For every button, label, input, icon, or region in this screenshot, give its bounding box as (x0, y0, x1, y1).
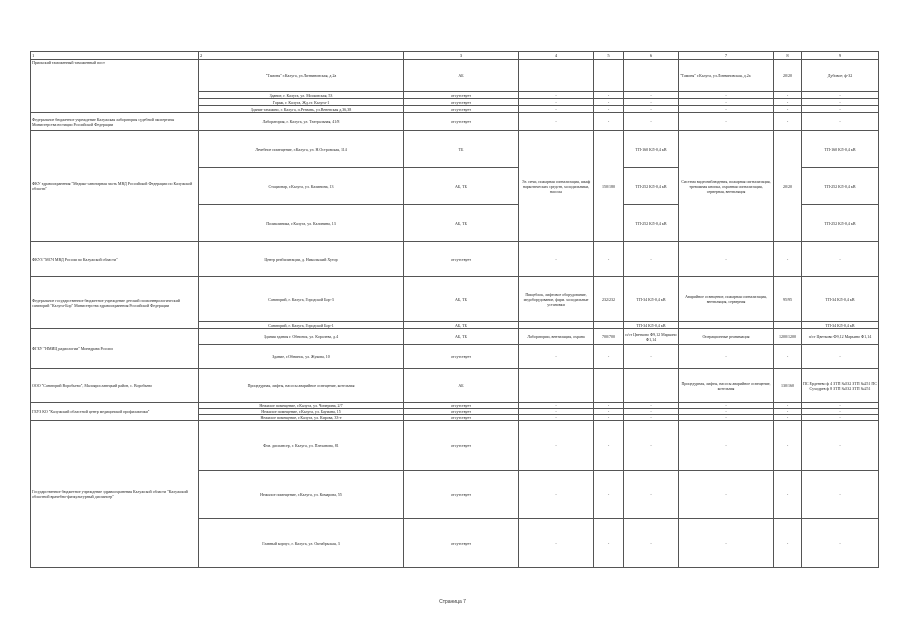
table-cell: "Тамоня" г.Калуга, ул.Литвиновская, д.2а (679, 60, 774, 92)
document-table-container (30, 51, 878, 568)
table-cell: - (519, 345, 594, 369)
header-row (31, 52, 879, 60)
column-number-9: 9 (802, 52, 879, 60)
table-cell: - (594, 106, 624, 113)
table-cell: ТП-160 КЛ-0,4 кВ (624, 131, 679, 168)
table-cell: - (774, 242, 802, 277)
table-cell: 130/160 (774, 369, 802, 403)
table-cell: - (519, 113, 594, 131)
table-cell: - (774, 519, 802, 568)
table-cell: АБ (404, 369, 519, 403)
table-cell: Физ. диспансер, г. Калуга, ул. Плеханова, 81 (199, 421, 404, 471)
table-cell: - (679, 519, 774, 568)
table-cell: Федеральное бюджетное учреждение Калужская лаборатория судебной экспертизы Министерства юстиции Российской Федерации (31, 113, 199, 131)
table-cell: - (774, 92, 802, 99)
table-cell: - (774, 403, 802, 409)
table-cell: Здания здания г. Обнинск, ул. Королева, д.4 (199, 329, 404, 345)
table-cell: "Тамоня" г.Калуга, ул.Литвиновская, д.2а (199, 60, 404, 92)
table-cell: - (519, 415, 594, 421)
table-cell: отсутствует (404, 242, 519, 277)
table-cell (624, 60, 679, 92)
table-cell: отсутствует (404, 106, 519, 113)
table-cell: - (624, 345, 679, 369)
table-cell: 95/95 (774, 277, 802, 322)
table-cell: ТП-34 КЛ-0,4 кВ (802, 277, 879, 322)
table-cell: - (802, 113, 879, 131)
table-cell: - (624, 403, 679, 409)
table-cell: ФКУЗ "МСЧ МВД России по Калужской области" (31, 242, 199, 277)
page-number: Страница 7 (439, 599, 466, 605)
table-cell: - (774, 421, 802, 471)
table-cell: Процедурная, лифты, насосы аварийное освещение, котельная (199, 369, 404, 403)
table-cell: Лаборатория, г. Калуга, ул. Театральная, 41/8 (199, 113, 404, 131)
table-cell (774, 322, 802, 329)
table-cell (519, 60, 594, 92)
table-cell: отсутствует (404, 92, 519, 99)
table-cell: п/ст Цветково Ф9,12 Марьино Ф1,14 (624, 329, 679, 345)
table-cell: Нежилое помещение, г.Калуга, ул. Комарова, 55 (199, 471, 404, 519)
table-cell: - (594, 415, 624, 421)
table-cell: Стационар, г.Калуга, ул. Калинина, 13 (199, 168, 404, 205)
table-cell: отсутствует (404, 519, 519, 568)
table-cell: - (679, 99, 774, 106)
table-cell: - (624, 409, 679, 415)
table-cell (679, 322, 774, 329)
table-cell: - (624, 106, 679, 113)
table-cell: 20/20 (774, 60, 802, 92)
table-row (31, 131, 879, 168)
table-cell: Здание, г.Обнинск, ул. Жукова, 10 (199, 345, 404, 369)
table-cell: Процедурная, лифты, насосы аварийное освещение, котельная (679, 369, 774, 403)
table-cell: Нежилое помещение, г.Калуга, ул. Кирова, 33-е (199, 415, 404, 421)
table-cell: 150/180 (594, 131, 624, 242)
table-cell: Система видеонаблюдения, пожарная сигнализация, тревожная кнопка, охранная сигнализация, серверная, вентиляция (679, 131, 774, 242)
table-cell (624, 369, 679, 403)
table-cell: отсутствует (404, 415, 519, 421)
table-cell: Федеральное государственное бюджетное учреждение детский психоневрологический санаторий "Калуга-Бор" Министерства здравоохранения Российской Федерации (31, 277, 199, 329)
table-cell: - (594, 471, 624, 519)
table-cell: - (594, 113, 624, 131)
table-cell: п/ст Цветково Ф9,12 Марьино Ф1,14 (802, 329, 879, 345)
table-row (31, 329, 879, 345)
table-cell: ПС Ерденево ф 4 ЗТП №532 ЗТП №251 ПС Суходрев ф 8 ЗТП №532 ЗТП №251 (802, 369, 879, 403)
table-cell: 20/20 (774, 131, 802, 242)
table-cell: Санаторий, г. Калуга, Городской Бор-1 (199, 322, 404, 329)
table-cell: Центр реабилитации, д. Никольский Хутор (199, 242, 404, 277)
table-cell: 232/232 (594, 277, 624, 322)
table-cell: - (679, 471, 774, 519)
table-cell: Государственное бюджетное учреждение здравоохранения Калужской области "Калужский областной врачебно-физкультурный диспансер" (31, 421, 199, 568)
table-cell: - (594, 409, 624, 415)
table-cell: ТП-160 КЛ-0,4 кВ (802, 131, 879, 168)
column-number-8: 8 (774, 52, 802, 60)
table-cell: - (679, 113, 774, 131)
column-number-5: 5 (594, 52, 624, 60)
table-cell: - (679, 421, 774, 471)
table-cell: ФГБУ "НМИЦ радиологии" Минздрава России (31, 329, 199, 369)
table-cell: - (594, 242, 624, 277)
table-cell: ТП-252 КЛ-0,4 кВ (802, 205, 879, 242)
table-cell: - (594, 519, 624, 568)
table-row (31, 60, 879, 92)
table-cell: - (519, 409, 594, 415)
table-cell: отсутствует (404, 345, 519, 369)
column-number-6: 6 (624, 52, 679, 60)
table-cell: - (802, 106, 879, 113)
table-cell: ТП-34 КЛ-0,4 кВ (802, 322, 879, 329)
table-cell: - (802, 403, 879, 409)
table-cell: Дубовое; ф-32 (802, 60, 879, 92)
table-cell: - (624, 113, 679, 131)
table-cell: Лаборатории, вентиляция, охрана (519, 329, 594, 345)
table-cell: Санаторий, г. Калуга, Городской Бор-3 (199, 277, 404, 322)
table-cell: - (802, 471, 879, 519)
table-cell: - (774, 471, 802, 519)
table-cell: Операционные реанимация (679, 329, 774, 345)
table-row (31, 277, 879, 322)
table-cell: Поликлиника, г.Калуга, ул. Калинина, 13 (199, 205, 404, 242)
table-cell: - (519, 471, 594, 519)
table-cell: ТП-252 КЛ-0,4 кВ (802, 168, 879, 205)
table-cell (594, 60, 624, 92)
table-cell: - (802, 345, 879, 369)
table-cell: отсутствует (404, 409, 519, 415)
table-cell: Аварийное освещение, пожарная сигнализация, вентиляция, серверная (679, 277, 774, 322)
table-cell: - (624, 471, 679, 519)
table-cell: ООО "Санаторий Воробьево", Малоярославецкий район, с. Воробьево (31, 369, 199, 403)
table-cell: - (774, 99, 802, 106)
column-number-7: 7 (679, 52, 774, 60)
table-cell: - (802, 92, 879, 99)
table-cell: АБ, ТБ (404, 205, 519, 242)
table-cell: - (594, 421, 624, 471)
table-cell: ТП-252 КЛ-0,4 кВ (624, 168, 679, 205)
table-cell: - (802, 242, 879, 277)
column-number-2: 2 (199, 52, 404, 60)
table-cell: - (679, 106, 774, 113)
table-cell: - (802, 409, 879, 415)
table-cell: Лечебное помещение, г.Калуга, ул. Н.Островская, 114 (199, 131, 404, 168)
table-cell: Эл. печи, пожарная сигнализация, шкаф наркотических средств, холодильники, насосы (519, 131, 594, 242)
table-cell: - (519, 403, 594, 409)
table-cell (519, 322, 594, 329)
table-cell: - (679, 345, 774, 369)
table-cell: - (519, 242, 594, 277)
table-cell: - (679, 409, 774, 415)
table-cell (594, 322, 624, 329)
table-cell: - (679, 242, 774, 277)
table-cell: АБ, ТБ (404, 322, 519, 329)
table-cell: - (594, 92, 624, 99)
table-cell: ТП-34 КЛ-0,4 кВ (624, 322, 679, 329)
table-row (31, 369, 879, 403)
table-cell: Здание, г. Калуга, ул. Московская, 53 (199, 92, 404, 99)
column-number-4: 4 (519, 52, 594, 60)
table-cell: - (802, 99, 879, 106)
table-cell: - (624, 519, 679, 568)
table-cell: отсутствует (404, 403, 519, 409)
table-cell: - (774, 415, 802, 421)
table-cell: - (802, 421, 879, 471)
table-cell: Нежилое помещение, г.Калуга, ул. Чичерина, 2/7 (199, 403, 404, 409)
table-cell: - (774, 113, 802, 131)
table-cell: Нежилое помещение, г.Калуга, ул. Баумана, 15 (199, 409, 404, 415)
table-cell: - (594, 99, 624, 106)
table-cell: ТП-252 КЛ-0,4 кВ (624, 205, 679, 242)
table-cell: отсутствует (404, 471, 519, 519)
table-cell: - (624, 415, 679, 421)
table-cell: - (802, 519, 879, 568)
table-cell: 700/700 (594, 329, 624, 345)
table-cell: - (624, 92, 679, 99)
table-cell: - (774, 106, 802, 113)
objects-table (30, 51, 879, 568)
table-cell: ТБ (404, 131, 519, 168)
table-cell: Гараж, г. Калуга, Жд.ст. Калуга-1 (199, 99, 404, 106)
table-cell: АБ, ТБ (404, 277, 519, 322)
table-cell (519, 369, 594, 403)
table-cell: ГБУЗ КО "Калужский областной центр медицинской профилактики" (31, 403, 199, 421)
table-cell: - (774, 345, 802, 369)
table-cell: - (624, 99, 679, 106)
table-cell: отсутствует (404, 421, 519, 471)
table-cell: Приокский таможенный таможенный пост (31, 60, 199, 113)
table-cell: - (624, 421, 679, 471)
table-cell: - (594, 345, 624, 369)
table-cell: ТП-34 КЛ-0,4 кВ (624, 277, 679, 322)
table-cell: - (594, 403, 624, 409)
table-cell: - (679, 403, 774, 409)
table-cell: - (774, 409, 802, 415)
column-number-3: 3 (404, 52, 519, 60)
table-cell: - (519, 421, 594, 471)
table-row (31, 421, 879, 471)
table-cell: АБ, ТБ (404, 329, 519, 345)
table-cell: 1200/1200 (774, 329, 802, 345)
table-cell: - (519, 519, 594, 568)
column-number-1: 1 (31, 52, 199, 60)
table-cell: - (519, 106, 594, 113)
table-cell: - (624, 242, 679, 277)
table-cell: - (679, 415, 774, 421)
table-cell: АБ, ТБ (404, 168, 519, 205)
table-cell: Пищеблок, лифтовое оборудование, медоборудование, фарм. холодильные установки (519, 277, 594, 322)
table-cell: - (519, 99, 594, 106)
table-cell: АБ (404, 60, 519, 92)
table-cell: Здание таможни, г. Калуга, п.Резвань, ул.Веневская д.36,38 (199, 106, 404, 113)
table-cell: - (679, 92, 774, 99)
table-row (31, 113, 879, 131)
table-cell: отсутствует (404, 99, 519, 106)
table-cell (594, 369, 624, 403)
table-cell: Главный корпус, г. Калуга, ул. Октябрьская, 3 (199, 519, 404, 568)
table-cell: - (519, 92, 594, 99)
table-row (31, 242, 879, 277)
table-cell: ФКУ здравоохранения "Медико-санитарная часть МВД Российской Федерации по Калужской области" (31, 131, 199, 242)
table-cell: отсутствует (404, 113, 519, 131)
table-cell: - (802, 415, 879, 421)
